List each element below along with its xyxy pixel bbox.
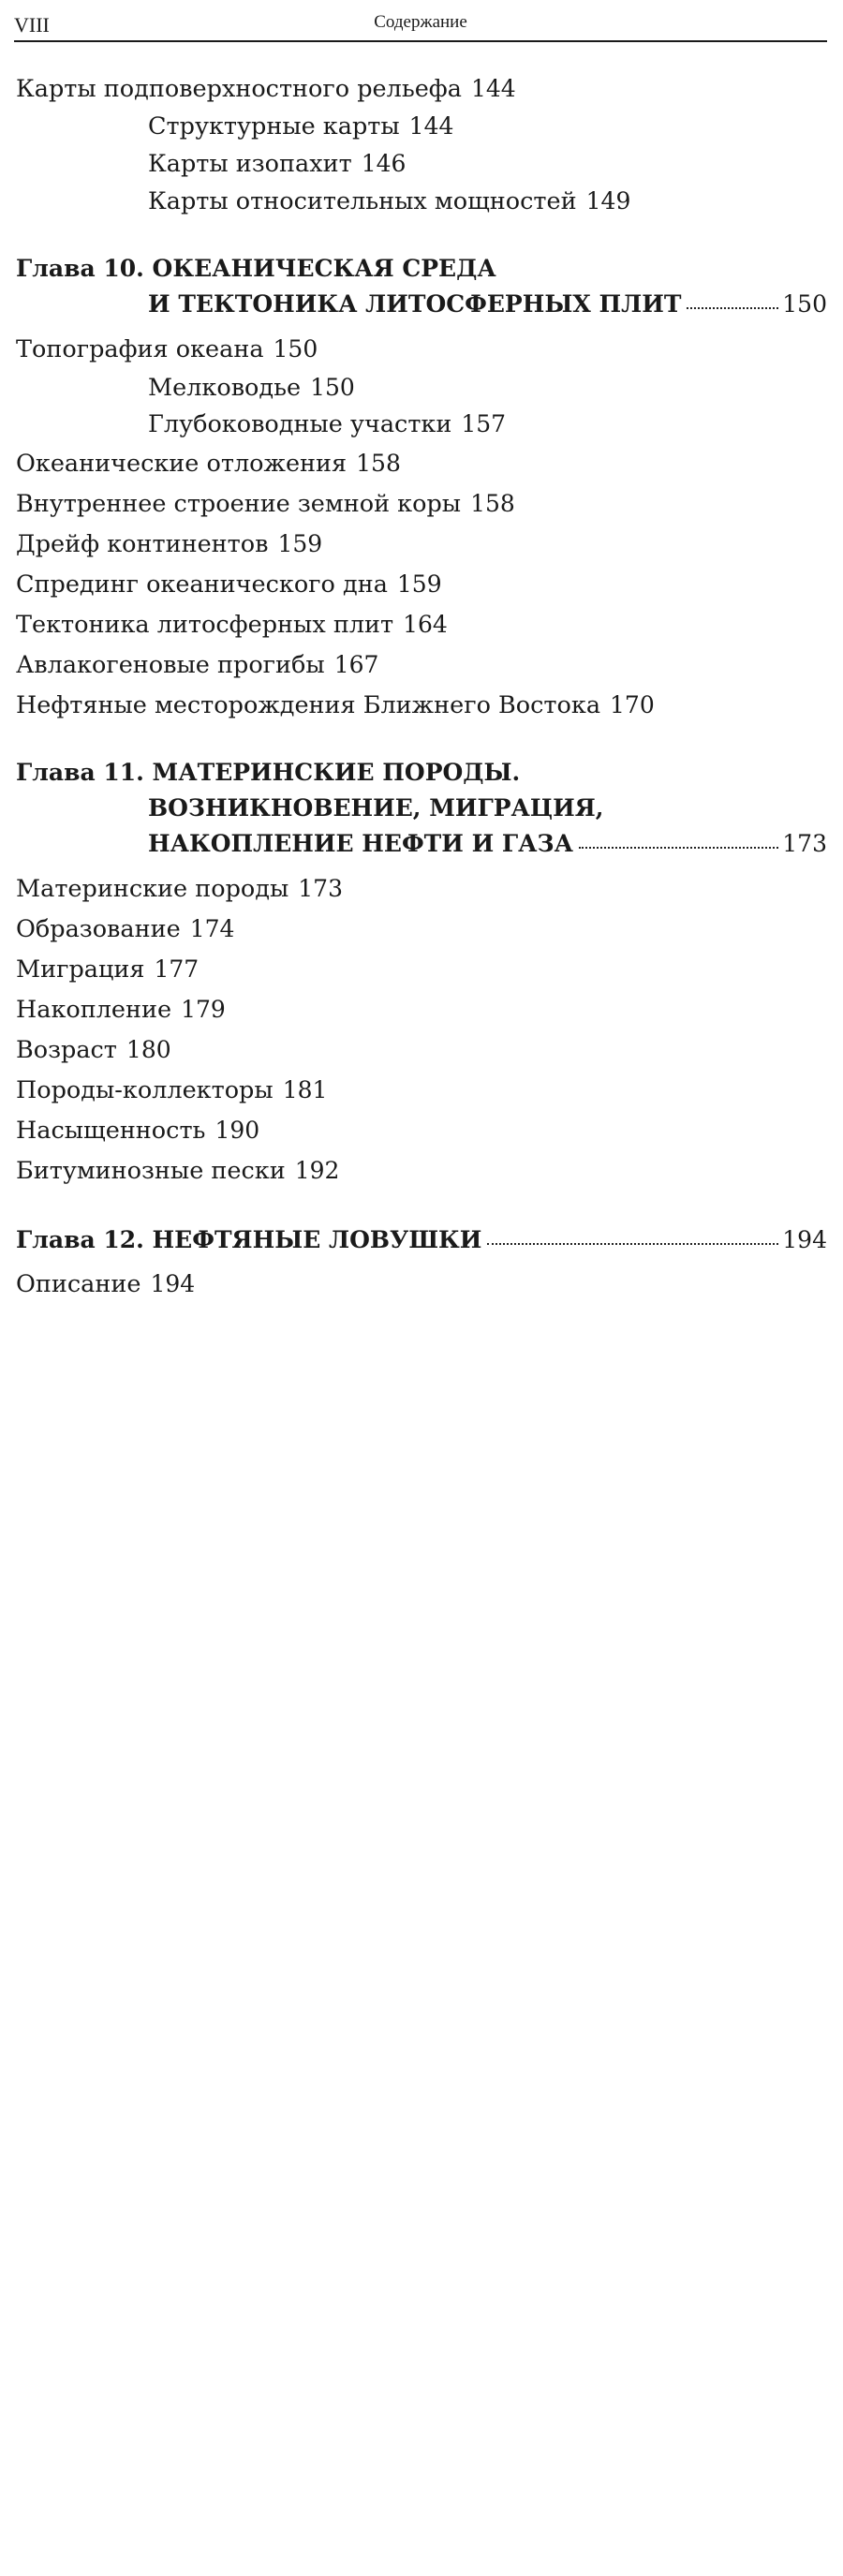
toc-entry[interactable]: Накопление 179 xyxy=(16,996,226,1024)
toc-subentry[interactable]: Структурные карты 144 xyxy=(148,112,454,141)
leader-dots xyxy=(687,307,778,309)
toc-subentry[interactable]: Карты изопахит 146 xyxy=(148,150,407,178)
toc-entry[interactable]: Возраст 180 xyxy=(16,1036,171,1064)
toc-entry[interactable]: Породы-коллекторы 181 xyxy=(16,1076,328,1104)
leader-dots xyxy=(487,1243,778,1245)
toc-entry[interactable]: Дрейф континентов 159 xyxy=(16,530,323,558)
toc-entry[interactable]: Описание 194 xyxy=(16,1270,196,1298)
toc-entry[interactable]: Топография океана 150 xyxy=(16,335,318,363)
page-header xyxy=(14,7,827,41)
toc-subentry[interactable]: Мелководье 150 xyxy=(148,374,355,402)
header-rule xyxy=(14,40,827,42)
toc-subentry[interactable]: Глубоководные участки 157 xyxy=(148,410,507,438)
toc-entry[interactable]: Материнские породы 173 xyxy=(16,875,343,903)
toc-entry[interactable]: Миграция 177 xyxy=(16,955,200,984)
toc-entry[interactable]: Битуминозные пески 192 xyxy=(16,1157,340,1185)
page-number: VIII xyxy=(14,13,50,37)
toc-entry[interactable]: Насыщенность 190 xyxy=(16,1117,260,1145)
toc-entry[interactable]: Спрединг океанического дна 159 xyxy=(16,570,442,599)
toc-entry[interactable]: Образование 174 xyxy=(16,915,235,943)
toc-entry[interactable]: Карты подповерхностного рельефа 144 xyxy=(16,75,516,103)
running-title: Содержание xyxy=(374,12,467,32)
leader-dots xyxy=(579,847,778,849)
toc-entry[interactable]: Океанические отложения 158 xyxy=(16,450,401,478)
toc-entry[interactable]: Внутреннее строение земной коры 158 xyxy=(16,490,515,518)
toc-entry[interactable]: Авлакогеновые прогибы 167 xyxy=(16,651,379,679)
toc-subentry[interactable]: Карты относительных мощностей 149 xyxy=(148,187,631,215)
book-page: VIII Содержание Карты подповерхностного рельефа 144 Структурные карты 144 Карты изопахит 146 Карты относительных мощностей 149 Глава 10. ОКЕАНИЧЕСКАЯ СРЕДА И ТЕКТОНИКА ЛИТОСФЕРНЫХ ПЛИТ 150 Топография океана 150 Мелководье 150 Глубоководные участки 157 Океанические отложения 158 Внутреннее строение земной коры 158 Дрейф континентов 159 Спрединг океанического дна 159 Тектоника литосферных плит 164 Авлакогеновые прогибы 167 Нефтяные месторождения Ближнего Востока 170 Глава 11. МАТЕРИНСКИЕ ПОРОДЫ. ВОЗНИКНОВЕНИЕ, МИГРАЦИЯ, НАКОПЛЕНИЕ НЕФТИ И ГАЗА 173 Материнские породы 173 Образование 174 Миграция 177 Накопление 179 Возраст 180 Породы-коллекторы 181 Насыщенность 190 Битуминозные пески 192 Глава 12. НЕФТЯНЫЕ ЛОВУШКИ 194 Описание 194 xyxy=(0,0,843,1308)
toc-entry[interactable]: Тектоника литосферных плит 164 xyxy=(16,611,448,639)
toc-entry[interactable]: Нефтяные месторождения Ближнего Востока 170 xyxy=(16,691,655,719)
